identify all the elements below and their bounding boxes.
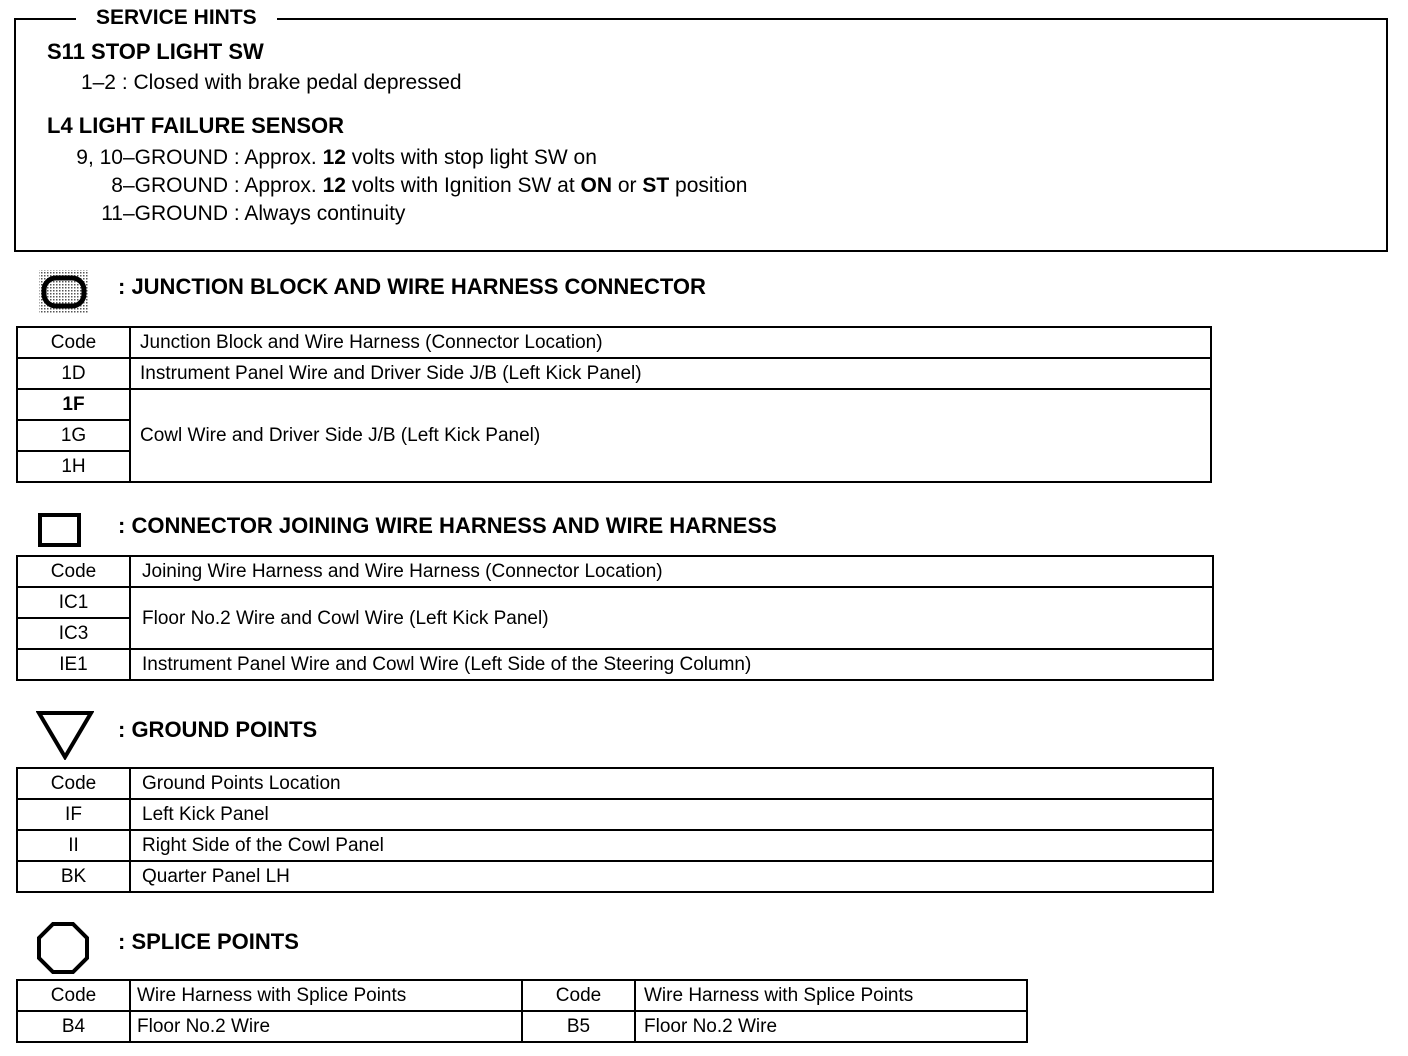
code-cell: BK: [17, 861, 130, 892]
code-header: Code: [17, 556, 130, 587]
ignition-on: ON: [580, 174, 613, 197]
code-cell: IF: [17, 799, 130, 830]
desc-header: Junction Block and Wire Harness (Connector Location): [130, 327, 1211, 358]
code-cell: IE1: [17, 649, 130, 680]
code-cell: 1H: [17, 451, 130, 482]
table-header-row: [17, 980, 1027, 1011]
junction-table: [16, 326, 1212, 483]
junction-connector-icon: [38, 269, 90, 315]
junction-heading: : JUNCTION BLOCK AND WIRE HARNESS CONNECTOR: [118, 274, 706, 299]
l4-line-3: [0, 200, 405, 228]
hint-text: position: [669, 174, 748, 197]
hint-text: Always continuity: [244, 202, 406, 225]
table-row: [17, 830, 1213, 861]
connector-heading: : CONNECTOR JOINING WIRE HARNESS AND WIRE HARNESS: [118, 513, 777, 538]
table-header-row: [17, 556, 1213, 587]
desc-cell: Left Kick Panel: [130, 799, 1213, 830]
hint-text: volts with Ignition SW at: [345, 174, 581, 197]
code-cell: IC1: [17, 587, 130, 618]
table-row: [17, 799, 1213, 830]
separator: :: [228, 174, 245, 197]
desc-header: Ground Points Location: [130, 768, 1213, 799]
hint-text: volts with stop light SW on: [345, 146, 597, 169]
ground-heading: : GROUND POINTS: [118, 717, 318, 742]
code-header: Code: [522, 980, 635, 1011]
desc-cell: Quarter Panel LH: [130, 861, 1213, 892]
service-hints-title: SERVICE HINTS: [76, 5, 277, 31]
code-cell: 1G: [17, 420, 130, 451]
table-header-row: [17, 327, 1211, 358]
l4-line-2: [0, 172, 747, 200]
ground-table: [16, 767, 1214, 893]
splice-heading: : SPLICE POINTS: [118, 929, 299, 954]
voltage-value: 12: [322, 146, 346, 169]
code-header: Code: [17, 768, 130, 799]
desc-cell: Right Side of the Cowl Panel: [130, 830, 1213, 861]
code-header: Code: [17, 327, 130, 358]
desc-header: Wire Harness with Splice Points: [635, 980, 1027, 1011]
separator: :: [116, 71, 134, 94]
splice-octagon-icon: [36, 921, 90, 975]
code-cell: 1D: [17, 358, 130, 389]
desc-cell: Instrument Panel Wire and Driver Side J/B (Left Kick Panel): [130, 358, 1211, 389]
l4-heading: L4 LIGHT FAILURE SENSOR: [47, 113, 345, 138]
connector-table: [16, 555, 1214, 681]
hint-text: Approx.: [244, 146, 323, 169]
desc-cell: Cowl Wire and Driver Side J/B (Left Kick Panel): [130, 389, 1211, 482]
pin-label: 8–GROUND: [111, 174, 228, 197]
desc-cell: Floor No.2 Wire: [635, 1011, 1027, 1042]
pin-label: 1–2: [80, 71, 116, 94]
table-row: [17, 587, 1213, 618]
table-row: [17, 358, 1211, 389]
separator: :: [228, 146, 245, 169]
s11-line-1: [0, 69, 462, 97]
code-header: Code: [17, 980, 130, 1011]
desc-cell: Floor No.2 Wire: [130, 1011, 522, 1042]
pin-label: 9, 10–GROUND: [76, 146, 228, 169]
splice-table: [16, 979, 1028, 1043]
desc-header: Wire Harness with Splice Points: [130, 980, 522, 1011]
table-row: [17, 1011, 1027, 1042]
table-row: [17, 649, 1213, 680]
desc-header: Joining Wire Harness and Wire Harness (Connector Location): [130, 556, 1213, 587]
voltage-value: 12: [322, 174, 346, 197]
table-header-row: [17, 768, 1213, 799]
pin-label: 11–GROUND: [101, 202, 228, 225]
s11-heading: S11 STOP LIGHT SW: [47, 39, 264, 64]
code-cell: IC3: [17, 618, 130, 649]
table-row: [17, 389, 1211, 420]
code-cell: II: [17, 830, 130, 861]
hint-text: or: [612, 174, 643, 197]
table-row: [17, 861, 1213, 892]
code-cell: B5: [522, 1011, 635, 1042]
harness-connector-icon: [38, 513, 82, 549]
code-cell: B4: [17, 1011, 130, 1042]
desc-cell: Floor No.2 Wire and Cowl Wire (Left Kick Panel): [130, 587, 1213, 649]
hint-text: Closed with brake pedal depressed: [133, 71, 462, 94]
hint-text: Approx.: [244, 174, 323, 197]
ground-triangle-icon: [36, 710, 94, 760]
separator: :: [228, 202, 245, 225]
desc-cell: Instrument Panel Wire and Cowl Wire (Left Side of the Steering Column): [130, 649, 1213, 680]
code-cell: 1F: [17, 389, 130, 420]
ignition-st: ST: [642, 174, 670, 197]
l4-line-1: [0, 144, 597, 172]
